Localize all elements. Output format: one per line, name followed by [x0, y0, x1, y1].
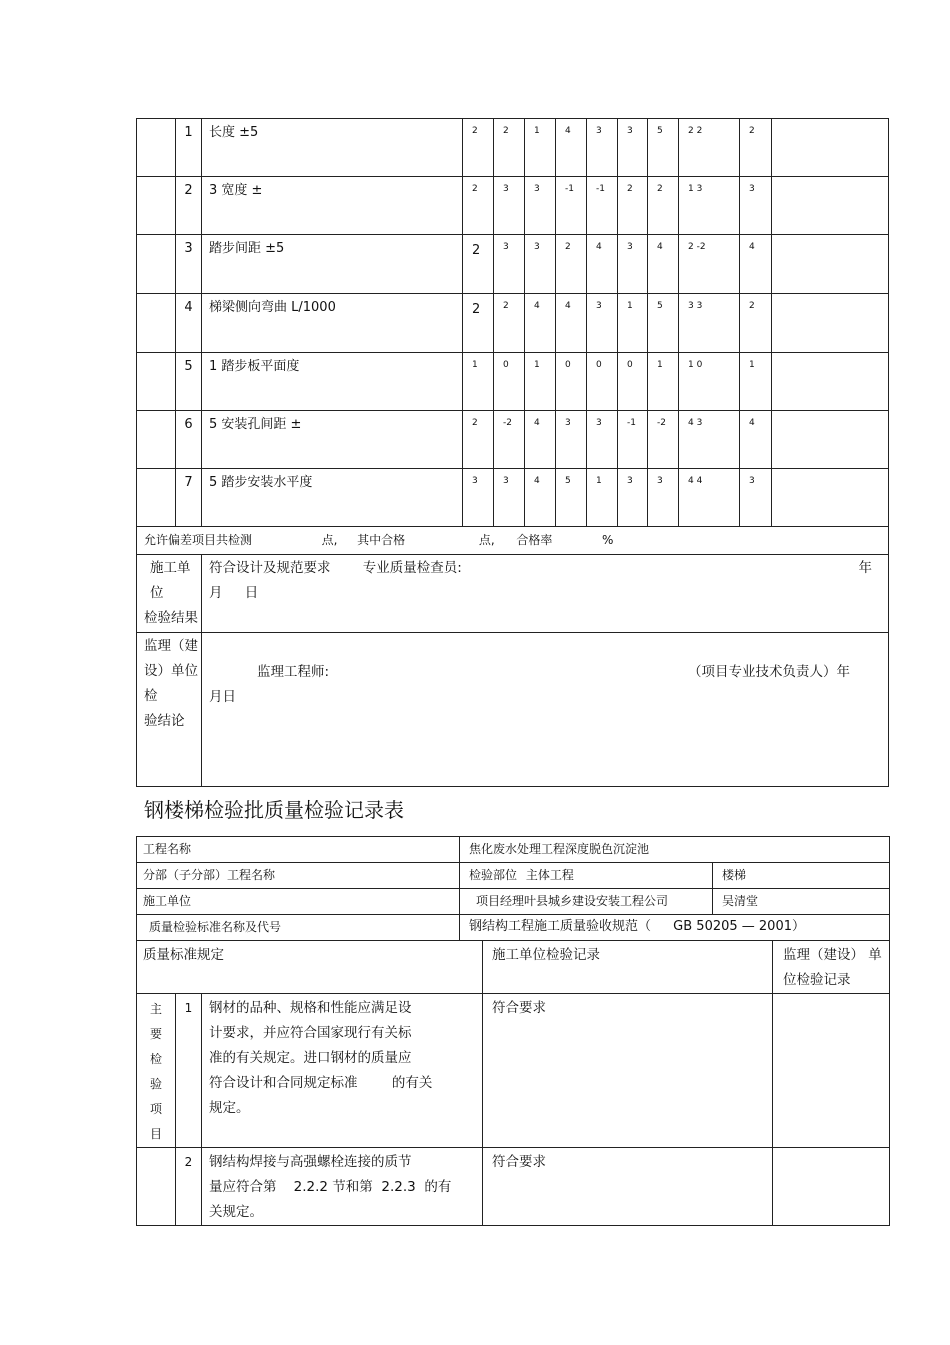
constructor-label: 施工单位 — [137, 889, 460, 915]
remark-cell — [772, 469, 889, 527]
measurement-value: 1 — [525, 119, 556, 177]
measurement-value: 0 — [556, 353, 587, 411]
item-number: 2 — [176, 1148, 202, 1226]
main-items-char: 目 — [149, 1127, 162, 1141]
item-name: 1 踏步板平面度 — [202, 353, 463, 411]
summary-rate-unit: % — [601, 532, 614, 547]
quality-inspector-label: 专业质量检查员: — [362, 560, 462, 576]
measurement-value: 4 — [556, 294, 587, 353]
measurement-value: 3 — [494, 177, 525, 235]
project-name-label: 工程名称 — [137, 837, 460, 863]
remark-cell — [772, 177, 889, 235]
measurement-value: 1 — [648, 353, 679, 411]
constructor-value: 项目经理叶县城乡建设安装工程公司 — [460, 889, 713, 915]
measurement-value: 2 — [463, 235, 494, 294]
item-requirement — [202, 994, 483, 1148]
measurement-value: 4 — [525, 469, 556, 527]
requirement-line: 规定。 — [209, 1100, 250, 1116]
row-number: 7 — [176, 469, 202, 527]
measurement-value: 3 — [525, 235, 556, 294]
measurement-value: 3 — [556, 411, 587, 469]
supervision-conclusion — [202, 633, 889, 787]
measurement-value: 4 — [525, 411, 556, 469]
measurement-value: 5 — [556, 469, 587, 527]
blank-cell — [137, 411, 176, 469]
item-name: 5 踏步安装水平度 — [202, 469, 463, 527]
blank-cell — [137, 353, 176, 411]
blank-cell — [137, 294, 176, 353]
supervision-label: 监理（建 设）单位检 验结论 — [137, 633, 202, 787]
main-items-char: 项 — [149, 1102, 162, 1116]
requirement-line: 钢结构焊接与高强螺栓连接的质节 — [209, 1154, 412, 1170]
measurement-value: 3 3 — [679, 294, 740, 353]
item-name: 长度 ±5 — [202, 119, 463, 177]
standard-code: GB 50205 — 2001） — [673, 919, 806, 935]
construction-content: 符合设计及规范要求 — [209, 560, 331, 576]
row-number: 3 — [176, 235, 202, 294]
item-supervision-record — [773, 994, 890, 1148]
measurement-value: 3 — [618, 119, 648, 177]
measurement-value: 5 — [648, 294, 679, 353]
measurement-value: 2 — [494, 294, 525, 353]
item-name: 5 安装孔间距 ± — [202, 411, 463, 469]
deviation-table — [136, 118, 889, 787]
blank-cell — [137, 119, 176, 177]
measurement-value: -2 — [648, 411, 679, 469]
remark-cell — [772, 119, 889, 177]
measurement-value: -1 — [587, 177, 618, 235]
deviation-row — [137, 411, 889, 469]
construction-label: 施工单位 检验结果 — [137, 555, 202, 633]
construction-result — [202, 555, 889, 633]
measurement-value: -1 — [618, 411, 648, 469]
item-record: 符合要求 — [483, 994, 773, 1148]
measurement-value: 1 — [525, 353, 556, 411]
row-number: 4 — [176, 294, 202, 353]
summary-points: 点, — [321, 532, 338, 547]
measurement-value: 2 — [463, 177, 494, 235]
deviation-row — [137, 119, 889, 177]
measurement-value: 1 — [587, 469, 618, 527]
inspection-part-value: 主体工程 — [525, 867, 574, 882]
project-manager: 吴清堂 — [713, 889, 890, 915]
main-items-char: 主 — [149, 1002, 162, 1016]
measurement-value: 4 — [556, 119, 587, 177]
measurement-value: 4 — [587, 235, 618, 294]
empty-cell — [137, 1148, 176, 1226]
measurement-value: 2 2 — [679, 119, 740, 177]
summary-rate-label: 合格率 — [516, 532, 553, 547]
measurement-value: 3 — [618, 469, 648, 527]
requirement-line: 准的有关规定。进口钢材的质量应 — [209, 1050, 412, 1066]
blank-cell — [137, 235, 176, 294]
measurement-value: 4 — [525, 294, 556, 353]
row-number: 2 — [176, 177, 202, 235]
measurement-value: 4 — [648, 235, 679, 294]
supervisor-engineer-label: 监理工程师: — [257, 664, 330, 680]
measurement-value: 3 — [740, 177, 772, 235]
main-items-label — [137, 994, 176, 1148]
measurement-value: 3 — [494, 235, 525, 294]
remark-cell — [772, 353, 889, 411]
measurement-value: 1 — [618, 294, 648, 353]
construction-record-header: 施工单位检验记录 — [483, 941, 773, 994]
measurement-value: 3 — [740, 469, 772, 527]
item-number: 1 — [176, 994, 202, 1148]
measurement-value: 2 — [740, 294, 772, 353]
row-number: 5 — [176, 353, 202, 411]
item-record: 符合要求 — [483, 1148, 773, 1226]
measurement-value: 2 — [463, 411, 494, 469]
measurement-value: 4 — [740, 411, 772, 469]
row-number: 6 — [176, 411, 202, 469]
measurement-value: 2 -2 — [679, 235, 740, 294]
measurement-value: 3 — [587, 119, 618, 177]
remark-cell — [772, 235, 889, 294]
measurement-value: 3 — [618, 235, 648, 294]
supervision-date-label: 月日 — [209, 689, 236, 705]
row-number: 1 — [176, 119, 202, 177]
quality-standard-header: 质量标准规定 — [137, 941, 483, 994]
summary-label: 允许偏差项目共检测 — [144, 532, 253, 547]
deviation-row — [137, 177, 889, 235]
supervision-record-header: 监理（建设） 单 位检验记录 — [773, 941, 890, 994]
deviation-row — [137, 235, 889, 294]
inspection-part-label: 检验部位 — [469, 867, 518, 882]
standard-label: 质量检验标准名称及代号 — [137, 915, 460, 941]
measurement-value: 5 — [648, 119, 679, 177]
part-value: 楼梯 — [713, 863, 890, 889]
measurement-value: 4 — [740, 235, 772, 294]
year-label: 年 — [858, 560, 872, 576]
measurement-value: 3 — [648, 469, 679, 527]
measurement-value: 3 — [494, 469, 525, 527]
requirement-line: 符合设计和合同规定标准 的有关 — [209, 1075, 433, 1091]
deviation-row — [137, 469, 889, 527]
measurement-value: 0 — [587, 353, 618, 411]
project-name: 焦化废水处理工程深度脱色沉淀池 — [460, 837, 890, 863]
measurement-value: 3 — [525, 177, 556, 235]
measurement-value: 1 — [740, 353, 772, 411]
measurement-value: 1 0 — [679, 353, 740, 411]
measurement-value: 4 3 — [679, 411, 740, 469]
measurement-value: 0 — [618, 353, 648, 411]
measurement-value: 2 — [463, 119, 494, 177]
measurement-value: 0 — [494, 353, 525, 411]
measurement-value: 2 — [618, 177, 648, 235]
item-requirement — [202, 1148, 483, 1226]
blank-cell — [137, 469, 176, 527]
form-title: 钢楼梯检验批质量检验记录表 — [144, 798, 404, 822]
item-name: 梯梁侧向弯曲 L/1000 — [202, 294, 463, 353]
inspection-form — [136, 836, 890, 1226]
measurement-value: 3 — [587, 411, 618, 469]
requirement-line: 计要求，并应符合国家现行有关标 — [209, 1025, 412, 1041]
main-items-char: 检 — [149, 1052, 162, 1066]
technical-responsible-label: （项目专业技术负责人）年 — [688, 664, 850, 680]
summary-qualified-points: 点, — [478, 532, 495, 547]
measurement-value: -2 — [494, 411, 525, 469]
main-items-char: 要 — [149, 1027, 162, 1041]
measurement-value: -1 — [556, 177, 587, 235]
summary-qualified-label: 其中合格 — [357, 532, 406, 547]
measurement-value: 1 3 — [679, 177, 740, 235]
measurement-value: 4 4 — [679, 469, 740, 527]
item-name: 踏步间距 ±5 — [202, 235, 463, 294]
requirement-line: 量应符合第 2.2.2 节和第 2.2.3 的有 — [209, 1179, 452, 1195]
remark-cell — [772, 294, 889, 353]
blank-cell — [137, 177, 176, 235]
summary-row — [137, 527, 889, 555]
measurement-value: 3 — [463, 469, 494, 527]
standard-value — [460, 915, 890, 941]
standard-name: 钢结构工程施工质量验收规范（ — [469, 919, 652, 935]
measurement-value: 1 — [463, 353, 494, 411]
measurement-value: 2 — [648, 177, 679, 235]
requirement-line: 钢材的品种、规格和性能应满足设 — [209, 1000, 412, 1016]
subdivision-label: 分部（子分部）工程名称 — [137, 863, 460, 889]
inspection-part — [460, 863, 713, 889]
measurement-value: 2 — [740, 119, 772, 177]
main-items-char: 验 — [149, 1077, 162, 1091]
requirement-line: 关规定。 — [209, 1204, 263, 1220]
measurement-value: 2 — [463, 294, 494, 353]
measurement-value: 3 — [587, 294, 618, 353]
measurement-value: 2 — [494, 119, 525, 177]
month-day-label: 月 日 — [209, 585, 259, 601]
item-supervision-record — [773, 1148, 890, 1226]
deviation-row — [137, 353, 889, 411]
deviation-row — [137, 294, 889, 353]
measurement-value: 2 — [556, 235, 587, 294]
item-name: 3 宽度 ± — [202, 177, 463, 235]
remark-cell — [772, 411, 889, 469]
